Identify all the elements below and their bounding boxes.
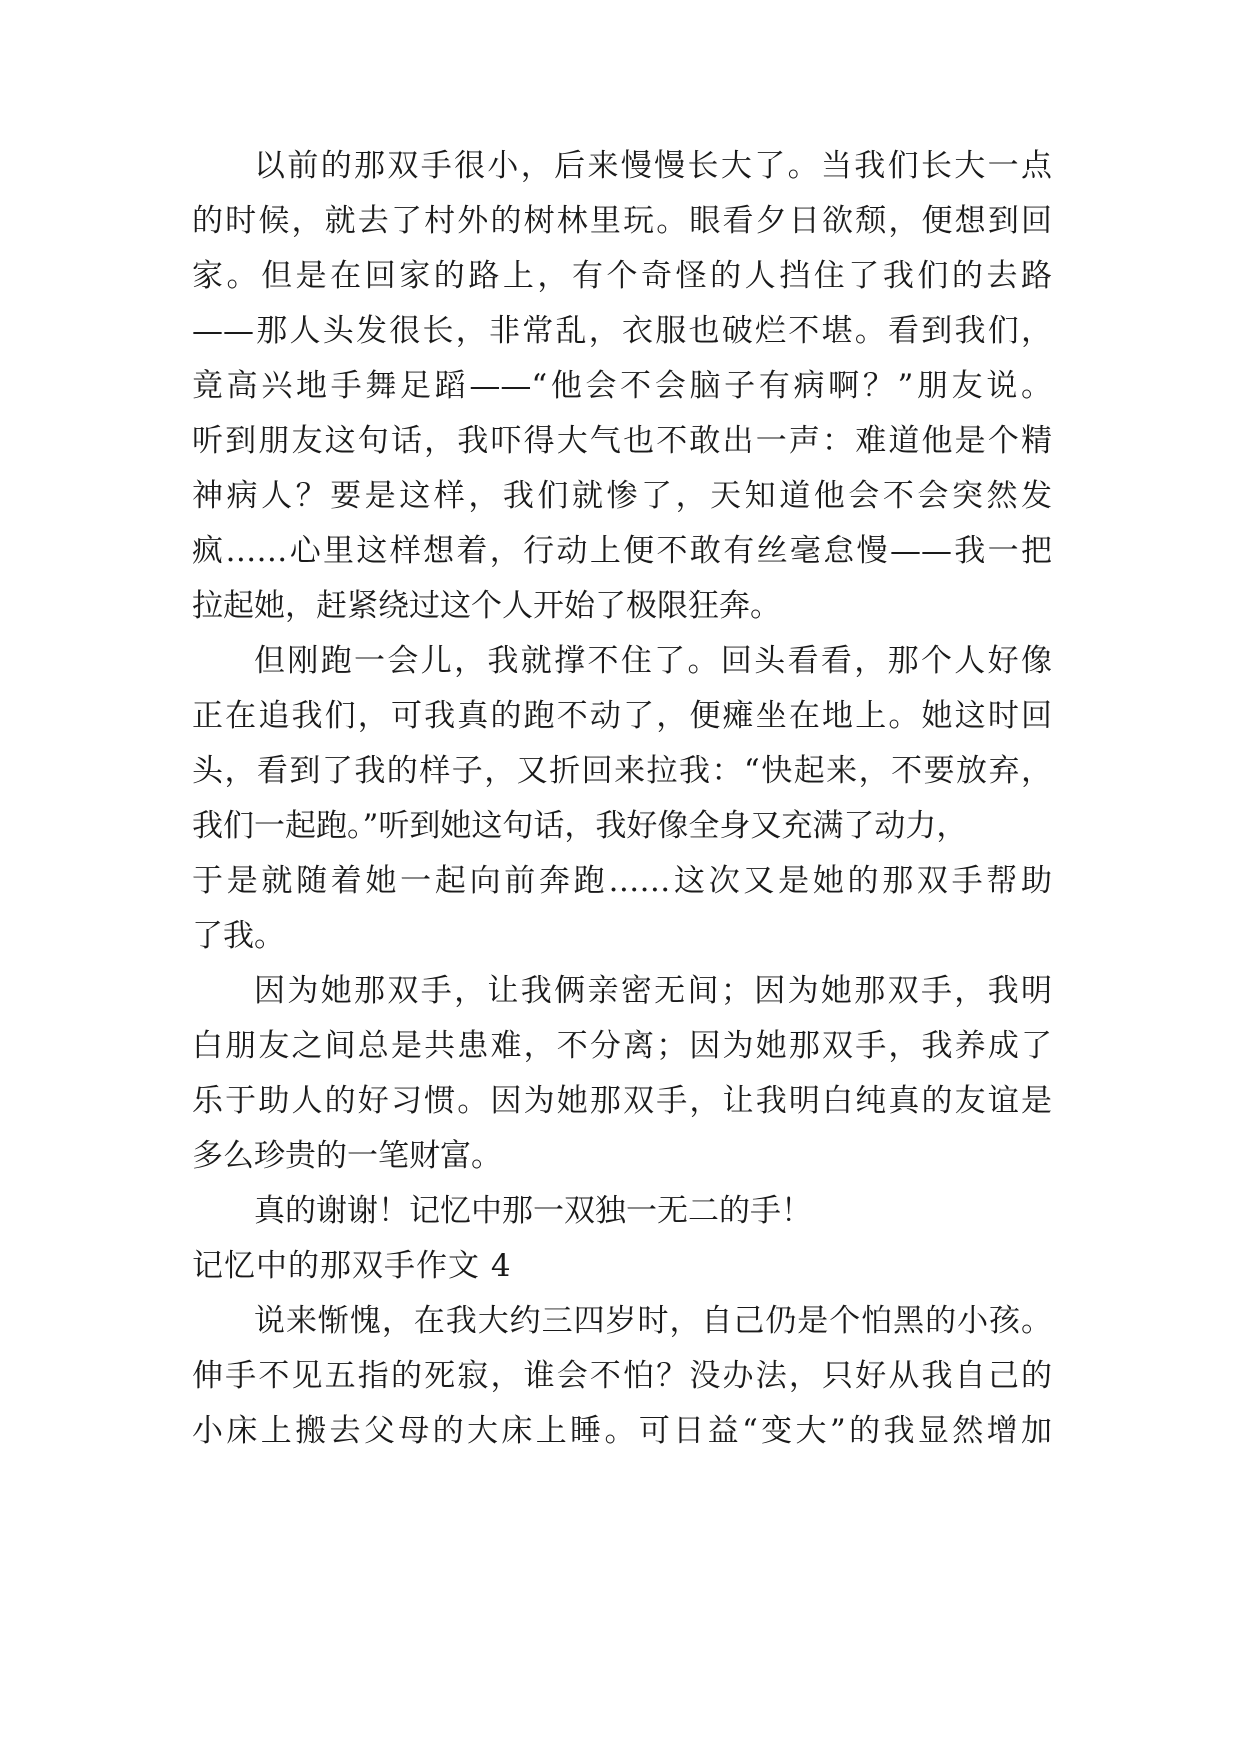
text-line: 于是就随着她一起向前奔跑……这次又是她的那双手帮助 xyxy=(192,863,1052,899)
text-line: 家。但是在回家的路上，有个奇怪的人挡住了我们的去路 xyxy=(192,258,1052,294)
text-line: 疯……心里这样想着，行动上便不敢有丝毫怠慢——我一把 xyxy=(192,533,1052,569)
text-line: 了我。 xyxy=(192,918,285,954)
text-line: 拉起她，赶紧绕过这个人开始了极限狂奔。 xyxy=(192,588,781,624)
section-heading: 记忆中的那双手作文 4 xyxy=(192,1248,512,1284)
text-line: 说来惭愧，在我大约三四岁时，自己仍是个怕黑的小孩。 xyxy=(254,1303,1052,1339)
text-line: 多么珍贵的一笔财富。 xyxy=(192,1138,502,1174)
text-line: 听到朋友这句话，我吓得大气也不敢出一声：难道他是个精 xyxy=(192,423,1052,459)
text-line: 乐于助人的好习惯。因为她那双手，让我明白纯真的友谊是 xyxy=(192,1083,1052,1119)
text-line: 的时候，就去了村外的树林里玩。眼看夕日欲颓，便想到回 xyxy=(192,203,1052,239)
text-line: 伸手不见五指的死寂，谁会不怕？没办法，只好从我自己的 xyxy=(192,1358,1052,1394)
text-line: 以前的那双手很小，后来慢慢长大了。当我们长大一点 xyxy=(254,148,1052,184)
text-line: 正在追我们，可我真的跑不动了，便瘫坐在地上。她这时回 xyxy=(192,698,1052,734)
text-line: 神病人？要是这样，我们就惨了，天知道他会不会突然发 xyxy=(192,478,1052,514)
text-line: ——那人头发很长，非常乱，衣服也破烂不堪。看到我们， xyxy=(192,313,1052,349)
text-line: 头，看到了我的样子，又折回来拉我：“快起来，不要放弃， xyxy=(192,753,1052,789)
text-line: 竟高兴地手舞足蹈——“他会不会脑子有病啊？”朋友说。 xyxy=(192,368,1052,404)
text-line: 小床上搬去父母的大床上睡。可日益“变大”的我显然增加 xyxy=(192,1413,1052,1449)
text-line: 但刚跑一会儿，我就撑不住了。回头看看，那个人好像 xyxy=(254,643,1052,679)
text-line: 白朋友之间总是共患难，不分离；因为她那双手，我养成了 xyxy=(192,1028,1052,1064)
text-line: 真的谢谢！记忆中那一双独一无二的手！ xyxy=(254,1193,812,1229)
text-line: 因为她那双手，让我俩亲密无间；因为她那双手，我明 xyxy=(254,973,1052,1009)
text-line: 我们一起跑。”听到她这句话，我好像全身又充满了动力， xyxy=(192,808,968,844)
